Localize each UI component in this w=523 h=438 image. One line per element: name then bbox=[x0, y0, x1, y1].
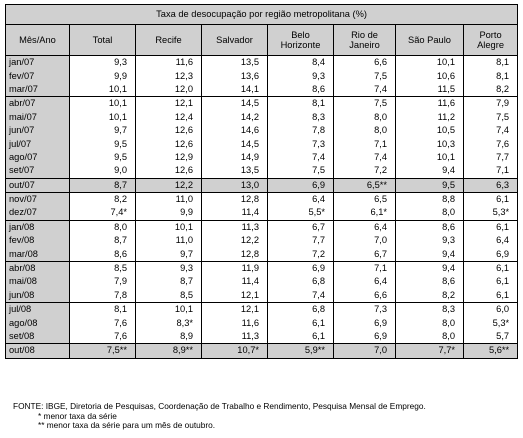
cell-month: jul/07 bbox=[6, 137, 70, 150]
cell-sao-paulo: 9,4 bbox=[396, 261, 464, 275]
cell-porto-alegre: 5,3* bbox=[464, 316, 518, 329]
cell-porto-alegre: 7,6 bbox=[464, 137, 518, 150]
cell-sao-paulo: 9,3 bbox=[396, 234, 464, 247]
cell-recife: 9,9 bbox=[136, 206, 202, 220]
cell-recife: 12,6 bbox=[136, 137, 202, 150]
cell-rio-de-janeiro: 8,0 bbox=[334, 124, 396, 137]
table-row bbox=[6, 56, 518, 70]
cell-belo-horizonte: 7,5 bbox=[268, 164, 334, 178]
table-row bbox=[6, 111, 518, 124]
table-row bbox=[6, 83, 518, 97]
header-row bbox=[6, 25, 518, 56]
table-row bbox=[6, 151, 518, 164]
cell-salvador: 12,8 bbox=[202, 192, 268, 206]
cell-month: ago/08 bbox=[6, 316, 70, 329]
cell-porto-alegre: 5,3* bbox=[464, 206, 518, 220]
table-row bbox=[6, 124, 518, 137]
cell-rio-de-janeiro: 6,5 bbox=[334, 192, 396, 206]
footnotes bbox=[13, 402, 426, 431]
unemployment-table-container bbox=[5, 4, 517, 388]
cell-rio-de-janeiro: 7,4 bbox=[334, 83, 396, 97]
header-recife: Recife bbox=[136, 25, 202, 56]
cell-salvador: 14,2 bbox=[202, 111, 268, 124]
table-row bbox=[6, 192, 518, 206]
cell-salvador: 12,1 bbox=[202, 303, 268, 317]
cell-rio-de-janeiro: 6,5** bbox=[334, 178, 396, 192]
cell-month: ago/07 bbox=[6, 151, 70, 164]
cell-total: 7,6 bbox=[70, 330, 136, 344]
header-porto-alegre: Porto Alegre bbox=[464, 25, 518, 56]
table-row bbox=[6, 275, 518, 288]
cell-recife: 8,5 bbox=[136, 289, 202, 303]
cell-salvador: 12,1 bbox=[202, 289, 268, 303]
cell-porto-alegre: 6,1 bbox=[464, 261, 518, 275]
cell-belo-horizonte: 6,9 bbox=[268, 261, 334, 275]
cell-sao-paulo: 8,6 bbox=[396, 275, 464, 288]
cell-salvador: 11,4 bbox=[202, 275, 268, 288]
cell-porto-alegre: 7,7 bbox=[464, 151, 518, 164]
cell-recife: 12,9 bbox=[136, 151, 202, 164]
cell-month: mar/07 bbox=[6, 83, 70, 97]
cell-month: set/07 bbox=[6, 164, 70, 178]
cell-sao-paulo: 10,3 bbox=[396, 137, 464, 150]
cell-porto-alegre: 6,1 bbox=[464, 289, 518, 303]
cell-month: out/08 bbox=[6, 344, 70, 358]
cell-belo-horizonte: 7,7 bbox=[268, 234, 334, 247]
cell-recife: 10,1 bbox=[136, 220, 202, 234]
cell-rio-de-janeiro: 7,4 bbox=[334, 151, 396, 164]
header-total: Total bbox=[70, 25, 136, 56]
cell-month: jun/08 bbox=[6, 289, 70, 303]
cell-rio-de-janeiro: 8,0 bbox=[334, 111, 396, 124]
cell-salvador: 14,1 bbox=[202, 83, 268, 97]
cell-month: mai/07 bbox=[6, 111, 70, 124]
cell-salvador: 14,5 bbox=[202, 137, 268, 150]
cell-salvador: 11,4 bbox=[202, 206, 268, 220]
cell-sao-paulo: 11,6 bbox=[396, 97, 464, 111]
cell-total: 7,4* bbox=[70, 206, 136, 220]
table-row bbox=[6, 247, 518, 261]
table-row bbox=[6, 344, 518, 358]
cell-rio-de-janeiro: 7,2 bbox=[334, 164, 396, 178]
cell-belo-horizonte: 6,4 bbox=[268, 192, 334, 206]
cell-belo-horizonte: 7,2 bbox=[268, 247, 334, 261]
cell-belo-horizonte: 6,8 bbox=[268, 303, 334, 317]
cell-salvador: 11,3 bbox=[202, 330, 268, 344]
cell-recife: 12,2 bbox=[136, 178, 202, 192]
cell-month: jul/08 bbox=[6, 303, 70, 317]
cell-recife: 9,7 bbox=[136, 247, 202, 261]
cell-rio-de-janeiro: 7,0 bbox=[334, 234, 396, 247]
cell-belo-horizonte: 6,8 bbox=[268, 275, 334, 288]
cell-rio-de-janeiro: 6,6 bbox=[334, 289, 396, 303]
cell-recife: 12,0 bbox=[136, 83, 202, 97]
header-sao-paulo: São Paulo bbox=[396, 25, 464, 56]
cell-recife: 9,3 bbox=[136, 261, 202, 275]
cell-salvador: 10,7* bbox=[202, 344, 268, 358]
cell-month: fev/08 bbox=[6, 234, 70, 247]
cell-sao-paulo: 8,6 bbox=[396, 220, 464, 234]
cell-total: 9,7 bbox=[70, 124, 136, 137]
cell-porto-alegre: 8,1 bbox=[464, 56, 518, 70]
cell-sao-paulo: 9,4 bbox=[396, 164, 464, 178]
cell-rio-de-janeiro: 6,4 bbox=[334, 275, 396, 288]
table-row bbox=[6, 69, 518, 82]
cell-month: abr/07 bbox=[6, 97, 70, 111]
cell-total: 8,5 bbox=[70, 261, 136, 275]
cell-month: out/07 bbox=[6, 178, 70, 192]
source-note: FONTE: IBGE, Diretoria de Pesquisas, Coordenação de Trabalho e Rendimento, Pesquisa Mensal de Emprego. bbox=[13, 401, 426, 411]
cell-porto-alegre: 6,9 bbox=[464, 247, 518, 261]
cell-sao-paulo: 8,0 bbox=[396, 206, 464, 220]
cell-month: jun/07 bbox=[6, 124, 70, 137]
cell-belo-horizonte: 5,5* bbox=[268, 206, 334, 220]
table-row bbox=[6, 234, 518, 247]
cell-belo-horizonte: 6,7 bbox=[268, 220, 334, 234]
cell-sao-paulo: 10,6 bbox=[396, 69, 464, 82]
cell-salvador: 14,6 bbox=[202, 124, 268, 137]
cell-recife: 8,3* bbox=[136, 316, 202, 329]
cell-rio-de-janeiro: 7,0 bbox=[334, 344, 396, 358]
footnote-lowest: * menor taxa da série bbox=[38, 410, 117, 421]
cell-recife: 12,6 bbox=[136, 164, 202, 178]
cell-belo-horizonte: 8,1 bbox=[268, 97, 334, 111]
header-rio-de-janeiro: Rio de Janeiro bbox=[334, 25, 396, 56]
cell-total: 10,1 bbox=[70, 97, 136, 111]
cell-porto-alegre: 6,0 bbox=[464, 303, 518, 317]
cell-belo-horizonte: 7,4 bbox=[268, 289, 334, 303]
cell-salvador: 14,5 bbox=[202, 97, 268, 111]
cell-total: 7,8 bbox=[70, 289, 136, 303]
cell-total: 8,0 bbox=[70, 220, 136, 234]
cell-belo-horizonte: 8,4 bbox=[268, 56, 334, 70]
cell-belo-horizonte: 7,8 bbox=[268, 124, 334, 137]
cell-month: jan/07 bbox=[6, 56, 70, 70]
cell-total: 9,3 bbox=[70, 56, 136, 70]
cell-porto-alegre: 7,9 bbox=[464, 97, 518, 111]
cell-total: 8,7 bbox=[70, 234, 136, 247]
table-row bbox=[6, 206, 518, 220]
cell-month: abr/08 bbox=[6, 261, 70, 275]
cell-total: 8,1 bbox=[70, 303, 136, 317]
cell-sao-paulo: 11,5 bbox=[396, 83, 464, 97]
cell-rio-de-janeiro: 6,9 bbox=[334, 330, 396, 344]
cell-salvador: 13,6 bbox=[202, 69, 268, 82]
cell-porto-alegre: 8,1 bbox=[464, 69, 518, 82]
cell-total: 9,0 bbox=[70, 164, 136, 178]
cell-recife: 12,1 bbox=[136, 97, 202, 111]
cell-total: 9,9 bbox=[70, 69, 136, 82]
cell-sao-paulo: 8,2 bbox=[396, 289, 464, 303]
cell-salvador: 13,5 bbox=[202, 56, 268, 70]
cell-rio-de-janeiro: 6,1* bbox=[334, 206, 396, 220]
cell-sao-paulo: 10,1 bbox=[396, 56, 464, 70]
cell-recife: 10,1 bbox=[136, 303, 202, 317]
cell-recife: 8,9** bbox=[136, 344, 202, 358]
table-row bbox=[6, 164, 518, 178]
cell-salvador: 14,9 bbox=[202, 151, 268, 164]
cell-recife: 11,0 bbox=[136, 192, 202, 206]
cell-belo-horizonte: 8,3 bbox=[268, 111, 334, 124]
header-month: Mês/Ano bbox=[6, 25, 70, 56]
cell-sao-paulo: 10,1 bbox=[396, 151, 464, 164]
table-row bbox=[6, 137, 518, 150]
unemployment-table bbox=[5, 4, 518, 359]
cell-recife: 12,3 bbox=[136, 69, 202, 82]
cell-month: mai/08 bbox=[6, 275, 70, 288]
cell-rio-de-janeiro: 6,6 bbox=[334, 56, 396, 70]
cell-total: 8,2 bbox=[70, 192, 136, 206]
cell-total: 8,7 bbox=[70, 178, 136, 192]
table-row bbox=[6, 97, 518, 111]
cell-porto-alegre: 7,4 bbox=[464, 124, 518, 137]
cell-porto-alegre: 7,1 bbox=[464, 164, 518, 178]
table-row bbox=[6, 330, 518, 344]
cell-porto-alegre: 6,1 bbox=[464, 192, 518, 206]
cell-porto-alegre: 6,4 bbox=[464, 234, 518, 247]
header-belo-horizonte: Belo Horizonte bbox=[268, 25, 334, 56]
cell-belo-horizonte: 9,3 bbox=[268, 69, 334, 82]
cell-salvador: 11,6 bbox=[202, 316, 268, 329]
cell-belo-horizonte: 6,1 bbox=[268, 316, 334, 329]
cell-rio-de-janeiro: 7,1 bbox=[334, 261, 396, 275]
cell-total: 7,5** bbox=[70, 344, 136, 358]
table-row bbox=[6, 316, 518, 329]
cell-recife: 11,0 bbox=[136, 234, 202, 247]
cell-porto-alegre: 7,5 bbox=[464, 111, 518, 124]
cell-porto-alegre: 5,7 bbox=[464, 330, 518, 344]
cell-total: 7,9 bbox=[70, 275, 136, 288]
cell-month: dez/07 bbox=[6, 206, 70, 220]
cell-sao-paulo: 11,2 bbox=[396, 111, 464, 124]
table-row bbox=[6, 178, 518, 192]
cell-sao-paulo: 8,0 bbox=[396, 330, 464, 344]
cell-porto-alegre: 6,3 bbox=[464, 178, 518, 192]
cell-belo-horizonte: 6,1 bbox=[268, 330, 334, 344]
cell-sao-paulo: 9,4 bbox=[396, 247, 464, 261]
cell-sao-paulo: 8,8 bbox=[396, 192, 464, 206]
cell-rio-de-janeiro: 6,7 bbox=[334, 247, 396, 261]
cell-rio-de-janeiro: 6,9 bbox=[334, 316, 396, 329]
cell-porto-alegre: 6,1 bbox=[464, 220, 518, 234]
table-row bbox=[6, 289, 518, 303]
cell-total: 10,1 bbox=[70, 83, 136, 97]
cell-rio-de-janeiro: 7,3 bbox=[334, 303, 396, 317]
cell-porto-alegre: 6,1 bbox=[464, 275, 518, 288]
table-row bbox=[6, 261, 518, 275]
cell-rio-de-janeiro: 7,5 bbox=[334, 97, 396, 111]
cell-recife: 8,7 bbox=[136, 275, 202, 288]
cell-salvador: 12,8 bbox=[202, 247, 268, 261]
cell-month: nov/07 bbox=[6, 192, 70, 206]
cell-total: 10,1 bbox=[70, 111, 136, 124]
header-salvador: Salvador bbox=[202, 25, 268, 56]
table-title: Taxa de desocupação por região metropolitana (%) bbox=[6, 5, 518, 25]
cell-salvador: 12,2 bbox=[202, 234, 268, 247]
cell-recife: 11,6 bbox=[136, 56, 202, 70]
cell-sao-paulo: 10,5 bbox=[396, 124, 464, 137]
table-row bbox=[6, 220, 518, 234]
cell-sao-paulo: 8,0 bbox=[396, 316, 464, 329]
cell-belo-horizonte: 6,9 bbox=[268, 178, 334, 192]
cell-month: jan/08 bbox=[6, 220, 70, 234]
cell-sao-paulo: 9,5 bbox=[396, 178, 464, 192]
cell-salvador: 11,9 bbox=[202, 261, 268, 275]
cell-belo-horizonte: 5,9** bbox=[268, 344, 334, 358]
table-row bbox=[6, 303, 518, 317]
cell-recife: 12,4 bbox=[136, 111, 202, 124]
cell-rio-de-janeiro: 6,4 bbox=[334, 220, 396, 234]
cell-sao-paulo: 8,3 bbox=[396, 303, 464, 317]
cell-month: fev/07 bbox=[6, 69, 70, 82]
cell-sao-paulo: 7,7* bbox=[396, 344, 464, 358]
cell-porto-alegre: 5,6** bbox=[464, 344, 518, 358]
footnote-lowest-october: ** menor taxa da série para um mês de outubro. bbox=[38, 420, 216, 431]
table-body bbox=[6, 56, 518, 359]
cell-total: 8,6 bbox=[70, 247, 136, 261]
cell-total: 9,5 bbox=[70, 151, 136, 164]
cell-total: 9,5 bbox=[70, 137, 136, 150]
cell-porto-alegre: 8,2 bbox=[464, 83, 518, 97]
cell-salvador: 13,5 bbox=[202, 164, 268, 178]
cell-month: set/08 bbox=[6, 330, 70, 344]
cell-rio-de-janeiro: 7,5 bbox=[334, 69, 396, 82]
cell-salvador: 11,3 bbox=[202, 220, 268, 234]
cell-salvador: 13,0 bbox=[202, 178, 268, 192]
cell-total: 7,6 bbox=[70, 316, 136, 329]
cell-month: mar/08 bbox=[6, 247, 70, 261]
cell-recife: 8,9 bbox=[136, 330, 202, 344]
cell-rio-de-janeiro: 7,1 bbox=[334, 137, 396, 150]
cell-belo-horizonte: 7,4 bbox=[268, 151, 334, 164]
cell-belo-horizonte: 8,6 bbox=[268, 83, 334, 97]
cell-belo-horizonte: 7,3 bbox=[268, 137, 334, 150]
cell-recife: 12,6 bbox=[136, 124, 202, 137]
